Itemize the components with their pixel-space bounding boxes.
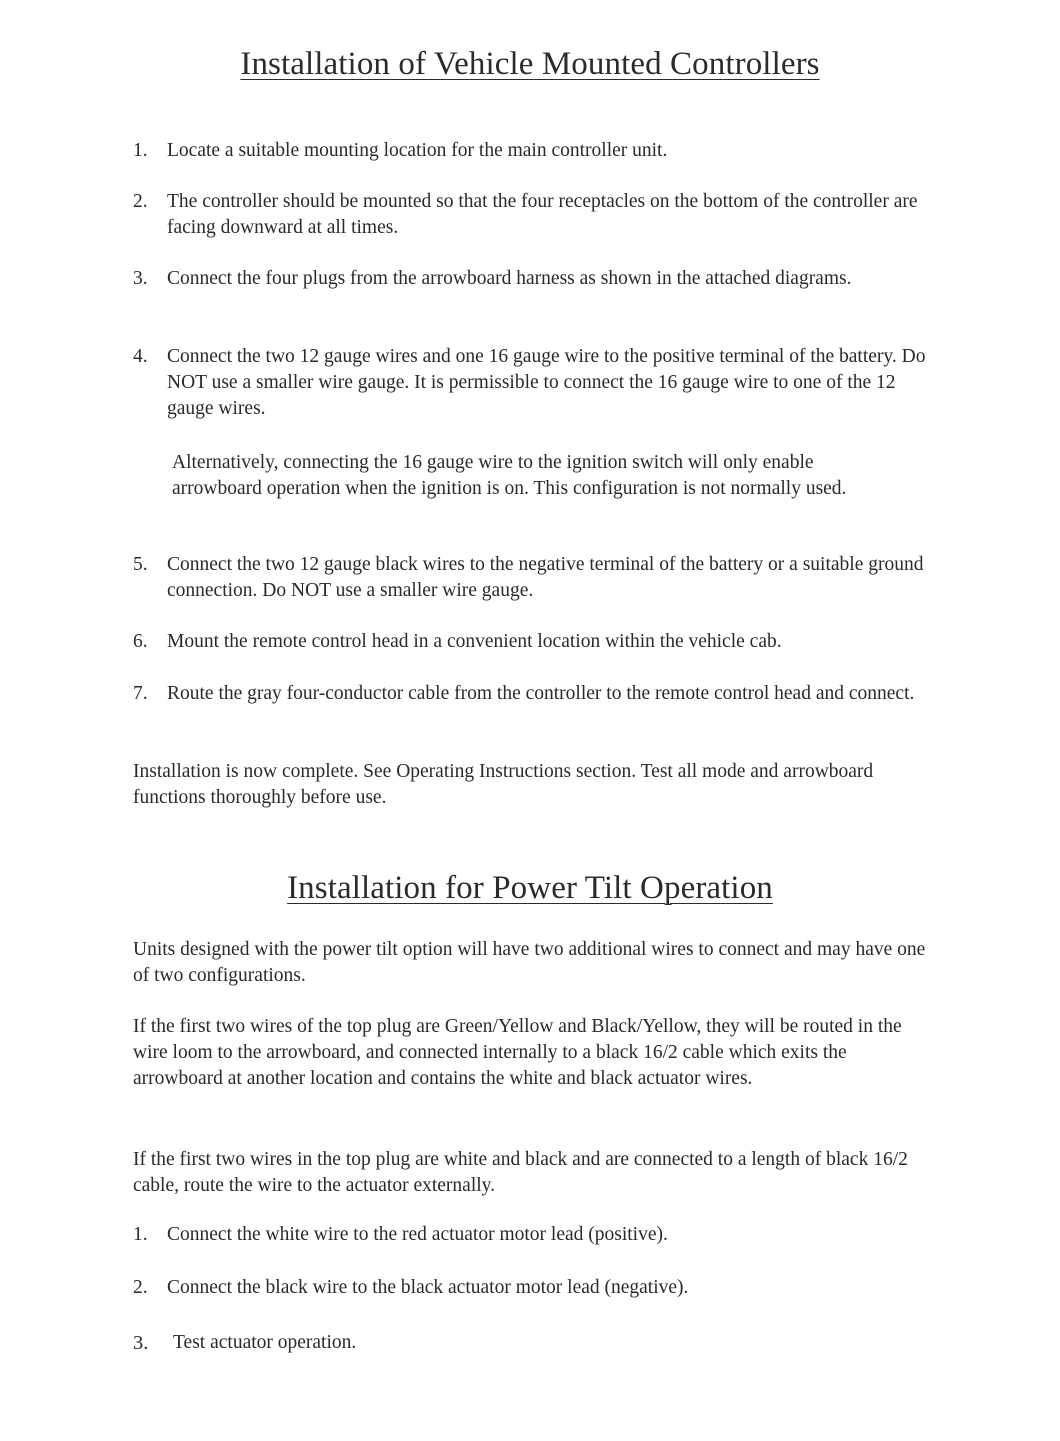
list-number: 1. <box>133 1224 148 1245</box>
section-title-power-tilt-operation: Installation for Power Tilt Operation <box>287 870 773 906</box>
list-text: Locate a suitable mounting location for the main controller unit. <box>167 140 668 161</box>
list-number: 2. <box>133 1277 148 1298</box>
installation-complete-note: Installation is now complete. See Operating Instructions section. Test all mode and arrowboard functions thoroughly before use. <box>133 761 874 808</box>
list-number: 3. <box>133 1332 149 1354</box>
list-text: The controller should be mounted so that the four receptacles on the bottom of the controller are facing downward at all times. <box>167 191 918 238</box>
list-number: 7. <box>133 683 148 704</box>
list-item <box>133 1330 933 1356</box>
list-text: Connect the two 12 gauge wires and one 16 gauge wire to the positive terminal of the battery. Do NOT use a smaller wire gauge. It is permissible to connect the 16 gauge wire to one of the 12 gauge wires. <box>167 346 926 419</box>
list-number: 6. <box>133 631 148 652</box>
list-item <box>133 266 933 292</box>
list-number: 4. <box>133 346 148 367</box>
list-number: 1. <box>133 140 148 161</box>
list-item <box>133 189 933 241</box>
list-text: Mount the remote control head in a convenient location within the vehicle cab. <box>167 631 782 652</box>
list-text: Connect the black wire to the black actuator motor lead (negative). <box>167 1277 689 1298</box>
list-text: Connect the four plugs from the arrowboard harness as shown in the attached diagrams. <box>167 268 852 289</box>
list-item <box>133 1222 933 1248</box>
power-tilt-intro: Units designed with the power tilt option will have two additional wires to connect and may have one of two configurations. <box>133 939 926 986</box>
list-item <box>133 629 933 655</box>
list-number: 2. <box>133 191 148 212</box>
list-text: Test actuator operation. <box>173 1332 357 1353</box>
green-yellow-configuration-paragraph: If the first two wires of the top plug are Green/Yellow and Black/Yellow, they will be routed in the wire loom to the arrowboard, and connected internally to a black 16/2 cable which exits the arrowboard at another location and contains the white and black actuator wires. <box>133 1016 902 1089</box>
list-item <box>133 1275 933 1301</box>
section-title-vehicle-mounted-controllers: Installation of Vehicle Mounted Controllers <box>240 46 820 82</box>
list-item <box>133 552 933 604</box>
list-text: Route the gray four-conductor cable from the controller to the remote control head and connect. <box>167 683 915 704</box>
step4-alternative-note: Alternatively, connecting the 16 gauge wire to the ignition switch will only enable arrowboard operation when the ignition is on. This configuration is not normally used. <box>172 452 847 499</box>
white-black-configuration-paragraph: If the first two wires in the top plug are white and black and are connected to a length of black 16/2 cable, route the wire to the actuator externally. <box>133 1149 908 1196</box>
list-number: 5. <box>133 554 148 575</box>
list-item <box>133 138 933 164</box>
list-item <box>133 681 933 707</box>
list-item <box>133 344 933 422</box>
list-number: 3. <box>133 268 148 289</box>
list-text: Connect the two 12 gauge black wires to the negative terminal of the battery or a suitable ground connection. Do NOT use a smaller wire gauge. <box>167 554 924 601</box>
list-text: Connect the white wire to the red actuator motor lead (positive). <box>167 1224 668 1245</box>
